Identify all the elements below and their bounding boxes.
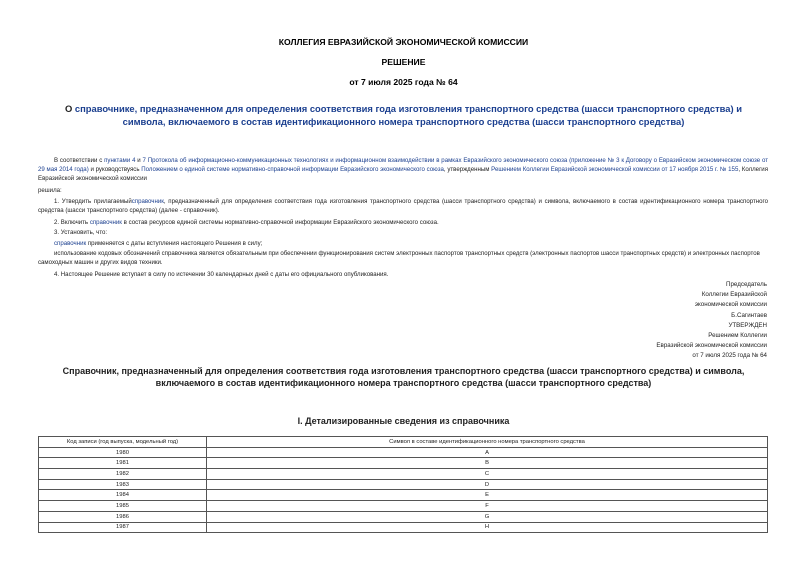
cell-symbol: H <box>207 522 768 533</box>
cell-code: 1980 <box>39 447 207 458</box>
approval-line-3: Евразийской экономической комиссии <box>656 342 767 350</box>
link-points-4[interactable]: пунктами 4 <box>104 157 136 164</box>
cell-symbol: A <box>207 447 768 458</box>
table-header-row <box>39 437 768 448</box>
cell-symbol: C <box>207 469 768 480</box>
table-row <box>39 511 768 522</box>
cell-symbol: B <box>207 458 768 469</box>
cell-code: 1981 <box>39 458 207 469</box>
signature-line-3: экономической комиссии <box>694 301 767 309</box>
link-protocol[interactable]: 7 Протокола об информационно-коммуникационных технологиях и информационном взаимодействии в рамках Евразийского экономического союза (приложение № 3 к Договору о Евразийском экономическом союзе от 29 мая 2014 года) <box>38 157 769 174</box>
column-header-code: Код записи (год выпуска, модельный год) <box>39 437 207 448</box>
signature-line-2: Коллегии Евразийской <box>701 291 767 299</box>
doc-date-line: от 7 июля 2025 года № 64 <box>349 77 458 87</box>
item-3: 3. Установить, что: <box>54 229 108 236</box>
doc-type-heading: РЕШЕНИЕ <box>381 57 426 67</box>
table-row <box>39 479 768 490</box>
cell-symbol: E <box>207 490 768 501</box>
subject-link[interactable]: справочнике, предназначенном для определения соответствия года изготовления транспортного средства (шасси транспортного средства) и символа, включаемого в состав идентификационного номера транспортного средства (шасси транспортного средства) <box>74 103 742 127</box>
item-1-text-a: 1. Утвердить прилагаемый <box>54 198 132 205</box>
cell-code: 1984 <box>39 490 207 501</box>
cell-symbol: G <box>207 511 768 522</box>
approval-line-1: УТВЕРЖДЕН <box>728 321 767 329</box>
preamble-paragraph <box>38 156 768 184</box>
link-reference-book-1[interactable]: справочник <box>131 198 164 205</box>
appendix-title <box>0 365 807 389</box>
table-row <box>39 447 768 458</box>
signature-name: Б.Сагинтаев <box>731 311 767 319</box>
decision-subject <box>0 103 807 128</box>
decided-line: решила: <box>38 187 62 194</box>
link-reference-book-3[interactable]: справочник <box>54 240 87 247</box>
item-4: 4. Настоящее Решение вступает в силу по истечении 30 календарных дней с даты его официального опубликования. <box>54 271 389 278</box>
item-3a-text: применяется с даты вступления настоящего Решения в силу; <box>86 240 263 247</box>
preamble-text-1: В соответствии с <box>54 157 105 164</box>
cell-code: 1985 <box>39 501 207 512</box>
signature-line-1: Председатель <box>726 281 767 288</box>
link-reference-book-2[interactable]: справочник <box>89 219 122 226</box>
reference-table <box>38 436 768 533</box>
preamble-text-4: , утвержденным <box>443 166 492 174</box>
cell-code: 1987 <box>39 522 207 533</box>
appendix-title-text: Справочник, предназначенный для определения соответствия года изготовления транспортного средства (шасси транспортного средства) и символа, включаемого в состав идентификационного номера транспортного средства (шасси транспортного средства) <box>62 366 745 388</box>
approval-line-2: Решением Коллегии <box>708 332 767 340</box>
table-row <box>39 490 768 501</box>
column-header-symbol: Символ в составе идентификационного номера транспортного средства <box>207 437 768 448</box>
table-row <box>39 522 768 533</box>
table-row <box>39 458 768 469</box>
item-1-text-b: , предназначенный для определения соответствия года изготовления транспортного средства (шасси транспортного средства) и символа, включаемого в состав идентификационного номера транспортного средства (шасси транспортного средства) (далее - справочник). <box>38 198 768 215</box>
cell-code: 1982 <box>39 469 207 480</box>
subject-prefix: О <box>65 103 75 114</box>
item-2-text-a: 2. Включить <box>54 219 90 226</box>
item-2 <box>38 218 768 227</box>
section-title: I. Детализированные сведения из справочника <box>297 416 510 426</box>
item-2-text-b: в состав ресурсов единой системы нормативно-справочной информации Евразийского экономического союза. <box>121 219 439 226</box>
link-decision-155[interactable]: Решением Коллегии Евразийской экономической комиссии от 17 ноября 2015 г. № 155 <box>491 166 739 174</box>
preamble-text-5: , Коллегия Евразийской экономической комиссии <box>38 166 768 183</box>
item-3a <box>38 239 768 248</box>
cell-symbol: F <box>207 501 768 512</box>
cell-code: 1983 <box>39 479 207 490</box>
item-3b: использование кодовых обозначений справочника является обязательным при обеспечении функционирования систем электронных паспортов транспортных средств (электронных паспортов шасси транспортных средств) и электронных паспортов самоходных машин и других видов техники. <box>38 250 760 267</box>
cell-code: 1986 <box>39 511 207 522</box>
org-heading: КОЛЛЕГИЯ ЕВРАЗИЙСКОЙ ЭКОНОМИЧЕСКОЙ КОМИССИИ <box>278 37 529 47</box>
approval-line-4: от 7 июля 2025 года № 64 <box>692 352 767 360</box>
preamble-text-2: и <box>135 157 143 164</box>
link-regulation[interactable]: Положением о единой системе нормативно-справочной информации Евразийского экономического союза <box>141 166 444 174</box>
signature-block <box>656 280 767 362</box>
preamble-text-3: и руководствуясь <box>88 166 142 174</box>
cell-symbol: D <box>207 479 768 490</box>
table-row <box>39 469 768 480</box>
item-1 <box>38 197 768 215</box>
table-row <box>39 501 768 512</box>
